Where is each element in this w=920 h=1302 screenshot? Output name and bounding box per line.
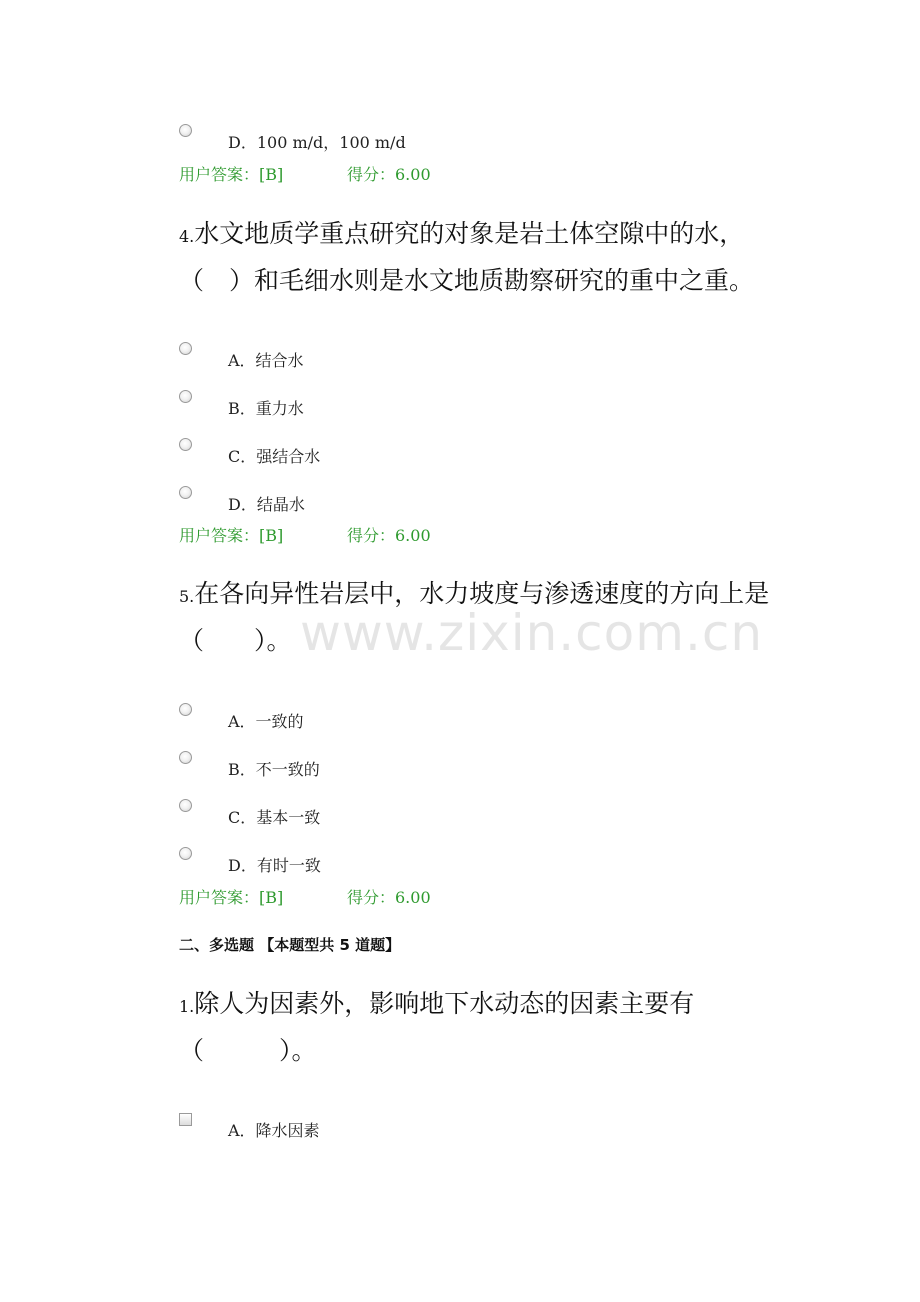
score: 得分：6.00: [347, 526, 431, 545]
question-stem: 在各向异性岩层中，水力坡度与渗透速度的方向上是（ ）。: [179, 579, 770, 655]
option-label: C．强结合水: [228, 447, 321, 466]
radio-button[interactable]: [179, 703, 192, 716]
user-answer: 用户答案：[B]: [179, 888, 284, 907]
user-answer: 用户答案：[B]: [179, 526, 284, 545]
score: 得分：6.00: [347, 888, 431, 907]
q3-answer-line: [179, 162, 431, 185]
watermark: www.zixin.com.cn: [300, 604, 764, 662]
question-number: 4.: [179, 227, 195, 246]
section-title-multiple-choice: 二、多选题 【本题型共 5 道题】: [179, 936, 401, 954]
option-label: B．不一致的: [228, 760, 320, 779]
radio-button[interactable]: [179, 799, 192, 812]
radio-button[interactable]: [179, 438, 192, 451]
option-label: A．降水因素: [228, 1121, 320, 1140]
user-answer: 用户答案：[B]: [179, 165, 284, 184]
question-number: 5.: [179, 587, 195, 606]
option-label: A．一致的: [228, 712, 304, 731]
option-label: D．有时一致: [228, 856, 321, 875]
q4-answer-line: [179, 523, 431, 546]
question-number: 1.: [179, 997, 195, 1016]
radio-button[interactable]: [179, 390, 192, 403]
question-4-text: [179, 212, 789, 303]
q5-answer-line: [179, 885, 431, 908]
question-stem: 除人为因素外，影响地下水动态的因素主要有（ ）。: [179, 989, 695, 1065]
radio-button[interactable]: [179, 847, 192, 860]
radio-button[interactable]: [179, 751, 192, 764]
multi-question-1-text: [179, 982, 739, 1073]
score: 得分：6.00: [347, 165, 431, 184]
option-label: D．结晶水: [228, 495, 305, 514]
checkbox[interactable]: [179, 1113, 192, 1126]
option-label: C．基本一致: [228, 808, 321, 827]
radio-button[interactable]: [179, 124, 192, 137]
option-label: D．100 m/d，100 m/d: [228, 133, 406, 152]
radio-button[interactable]: [179, 486, 192, 499]
option-label: B．重力水: [228, 399, 304, 418]
option-label: A．结合水: [228, 351, 304, 370]
radio-button[interactable]: [179, 342, 192, 355]
question-stem: 水文地质学重点研究的对象是岩土体空隙中的水，（ ）和毛细水则是水文地质勘察研究的重中之重。: [179, 219, 755, 295]
